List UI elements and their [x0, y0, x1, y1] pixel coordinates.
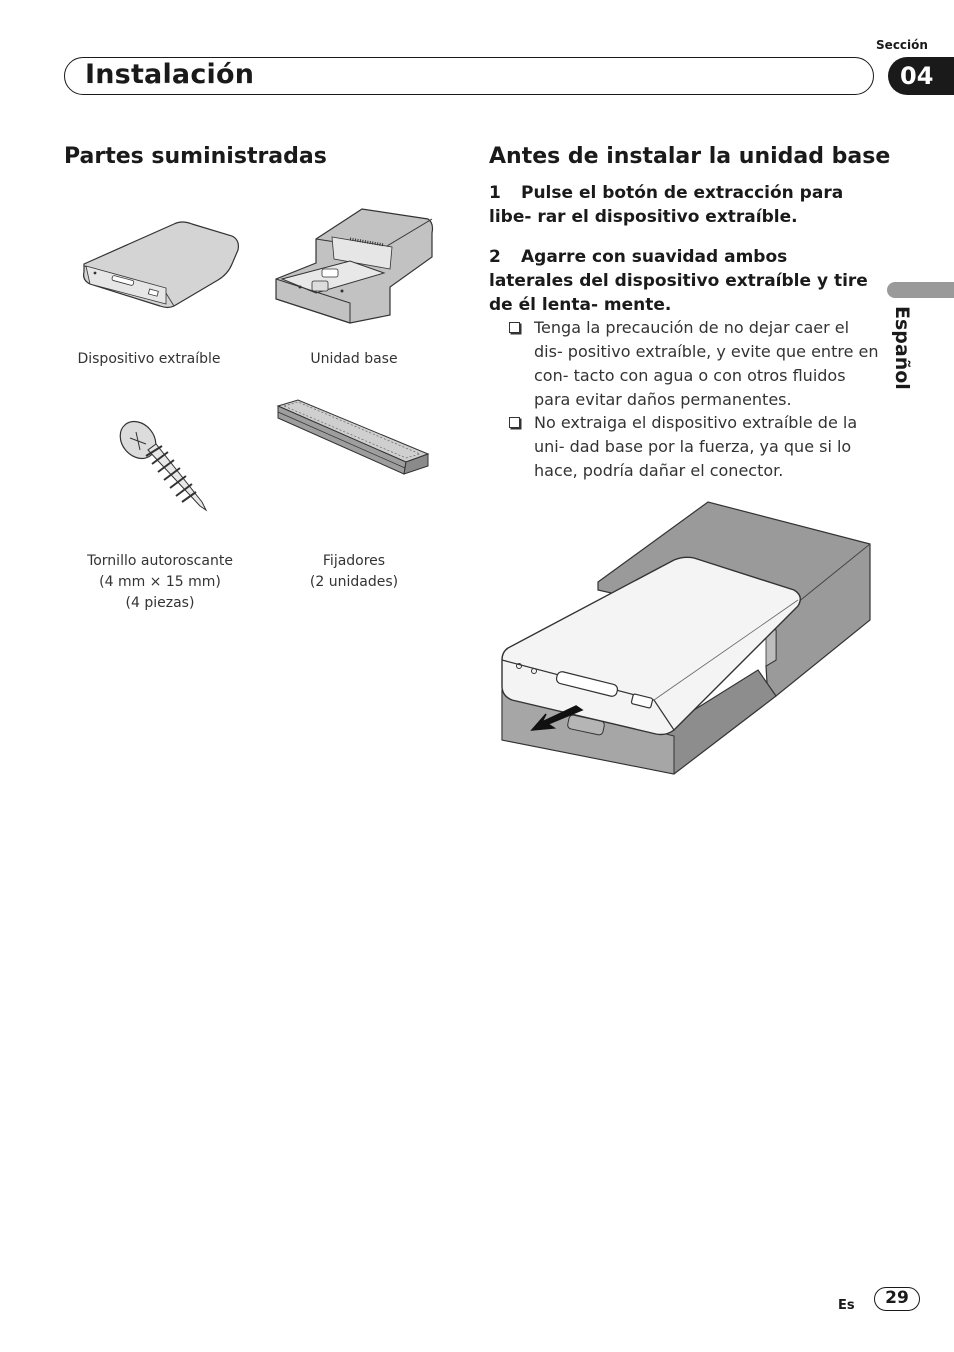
checkbox-bullet-icon	[509, 322, 520, 333]
fixing-strips-illustration	[276, 400, 432, 478]
step-2-text: Agarre con suavidad ambos laterales del dispositivo extraíble y tire de él lenta- mente.	[489, 247, 868, 315]
note-1	[510, 316, 880, 412]
title-bar	[64, 57, 874, 95]
screw-illustration	[118, 418, 210, 514]
caption-fixing-line2: (2 unidades)	[309, 574, 399, 590]
page-number: 29	[874, 1287, 920, 1311]
step-1-number: 1	[489, 183, 501, 203]
parts-heading: Partes suministradas	[64, 144, 327, 169]
note-2-text: No extraiga el dispositivo extraíble de la uni- dad base por la fuerza, ya que si lo hace, podría dañar el conector.	[534, 413, 858, 480]
removable-device-illustration	[82, 220, 242, 312]
step-1	[489, 181, 869, 229]
footer-language-code: Es	[838, 1298, 855, 1313]
section-label: Sección	[876, 38, 928, 52]
checkbox-bullet-icon	[509, 417, 520, 428]
step-2	[489, 245, 869, 317]
caption-fixing-strips	[290, 551, 418, 593]
base-unit-illustration	[272, 207, 436, 327]
step-2-number: 2	[489, 247, 501, 267]
language-label: Español	[891, 306, 913, 390]
caption-screw-line2: (4 mm × 15 mm)	[99, 574, 221, 590]
device-removal-illustration	[498, 500, 870, 780]
caption-screw-line1: Tornillo autoroscante	[87, 553, 233, 569]
section-number-badge: 04	[888, 57, 954, 95]
note-2	[510, 411, 880, 483]
caption-screw	[64, 551, 256, 614]
step-1-text: Pulse el botón de extracción para libe- rar el dispositivo extraíble.	[489, 183, 844, 227]
caption-screw-line3: (4 piezas)	[125, 595, 195, 611]
language-tab	[887, 282, 954, 298]
page-title: Instalación	[85, 59, 255, 90]
caption-removable-device: Dispositivo extraíble	[77, 351, 221, 367]
note-1-text: Tenga la precaución de no dejar caer el dis- positivo extraíble, y evite que entre en con- tacto con agua o con otros fluidos para evitar daños permanentes.	[534, 318, 879, 409]
caption-base-unit: Unidad base	[310, 351, 398, 367]
before-install-heading: Antes de instalar la unidad base	[489, 144, 891, 169]
caption-fixing-line1: Fijadores	[322, 553, 386, 569]
